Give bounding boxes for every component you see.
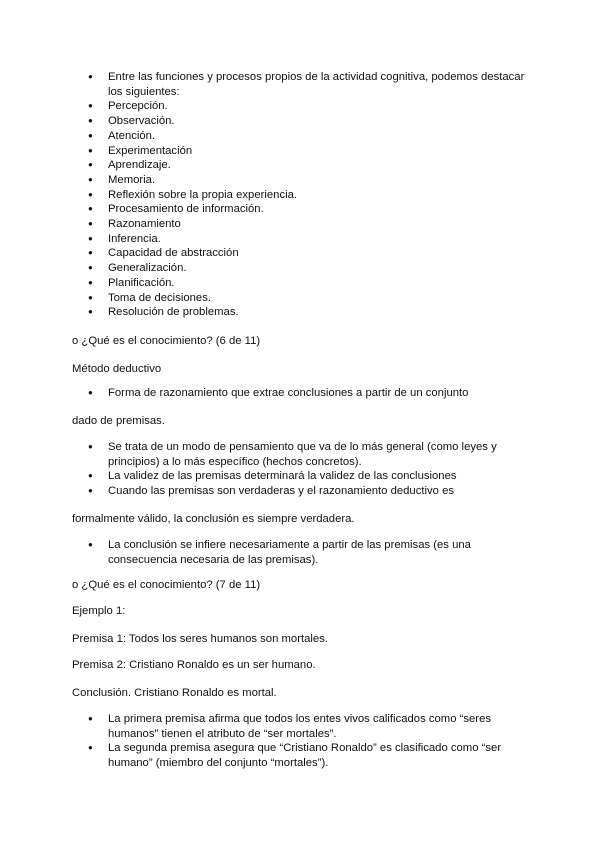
cognitive-functions-list	[88, 70, 528, 320]
deductive-definition-list	[88, 386, 528, 401]
paragraph: formalmente válido, la conclusión es siempre verdadera.	[72, 513, 355, 525]
conclusion-list	[88, 538, 528, 567]
section-heading: o ¿Qué es el conocimiento? (7 de 11)	[72, 579, 261, 591]
list-item: ● Atención.	[88, 129, 528, 144]
list-item: ● Resolución de problemas.	[88, 305, 528, 320]
list-item: ● Forma de razonamiento que extrae conclusiones a partir de un conjunto	[88, 386, 528, 401]
list-item: ● La segunda premisa asegura que “Cristiano Ronaldo” es clasificado como “ser humano” (miembro del conjunto “mortales”).	[88, 741, 528, 770]
list-item: ● Toma de decisiones.	[88, 291, 528, 306]
list-item: ● Aprendizaje.	[88, 158, 528, 173]
paragraph: dado de premisas.	[72, 415, 165, 427]
list-item: ● Generalización.	[88, 261, 528, 276]
example-title: Ejemplo 1:	[72, 605, 126, 617]
list-item: ● Cuando las premisas son verdaderas y el razonamiento deductivo es	[88, 484, 528, 499]
list-item: ● Entre las funciones y procesos propios de la actividad cognitiva, podemos destacar los siguientes:	[88, 70, 528, 99]
premises-explanation-list	[88, 712, 528, 771]
list-item: ● Planificación.	[88, 276, 528, 291]
list-item: ● Inferencia.	[88, 232, 528, 247]
list-item: ● Se trata de un modo de pensamiento que va de lo más general (como leyes y principios) a lo más específico (hechos concretos).	[88, 440, 528, 469]
premise-1: Premisa 1: Todos los seres humanos son mortales.	[72, 633, 328, 645]
section-heading: o ¿Qué es el conocimiento? (6 de 11)	[72, 335, 261, 347]
list-item: ● Razonamiento	[88, 217, 528, 232]
deductive-features-list	[88, 440, 528, 499]
list-item: ● La validez de las premisas determinará la validez de las conclusiones	[88, 469, 528, 484]
list-item: ● Memoria.	[88, 173, 528, 188]
list-item: ● La primera premisa afirma que todos los entes vivos calificados como “seres humanos” tienen el atributo de “ser mortales”.	[88, 712, 528, 741]
method-title: Método deductivo	[72, 363, 162, 375]
premise-2: Premisa 2: Cristiano Ronaldo es un ser humano.	[72, 659, 316, 671]
list-item: ● Capacidad de abstracción	[88, 246, 528, 261]
list-item: ● Observación.	[88, 114, 528, 129]
list-item: ● La conclusión se infiere necesariamente a partir de las premisas (es una consecuencia necesaria de las premisas).	[88, 538, 528, 567]
list-item: ● Experimentación	[88, 144, 528, 159]
list-item: ● Reflexión sobre la propia experiencia.	[88, 188, 528, 203]
list-item: ● Procesamiento de información.	[88, 202, 528, 217]
list-item: ● Percepción.	[88, 99, 528, 114]
conclusion-line: Conclusión. Cristiano Ronaldo es mortal.	[72, 687, 277, 699]
